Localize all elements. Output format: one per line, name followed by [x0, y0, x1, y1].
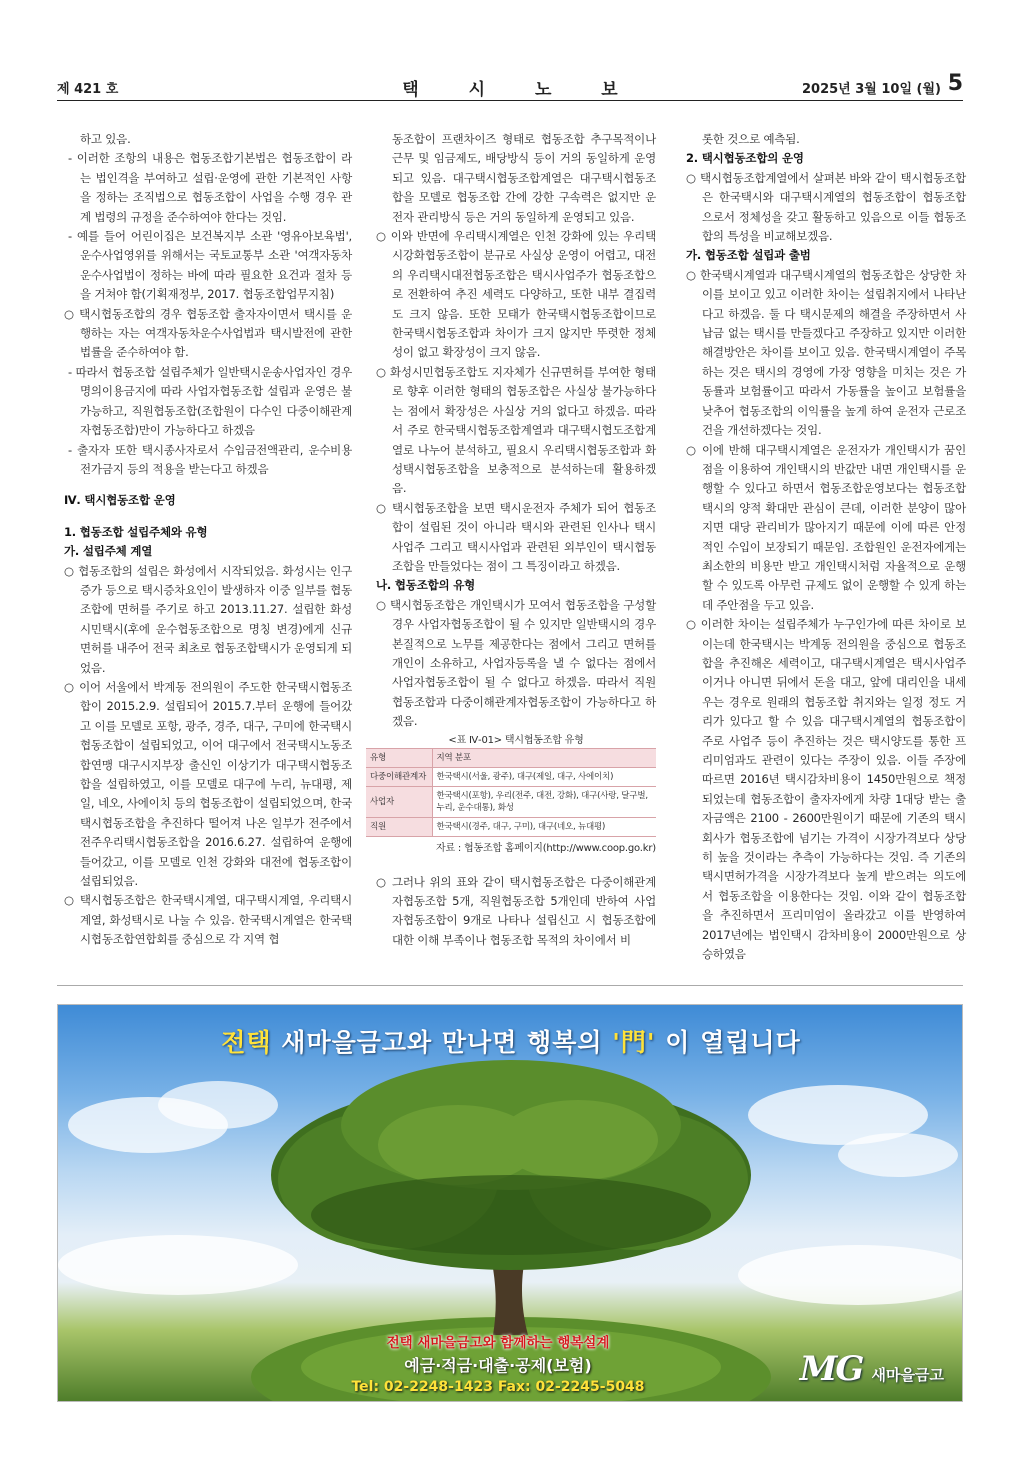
subsection-heading: 가. 협동조합 설립과 출범: [686, 248, 811, 263]
paragraph: ○ 이러한 차이는 설립주체가 누구인가에 따른 차이로 보이는데 한국택시는 박계동 전의원을 중심으로 협동조합을 추진해온 세력이고, 대구택시계열은 택시사업주이거나 아니면 뒤에서 돈을 대고, 앞에 대리인을 내세우는 경우로 원래의 협동조합 취지와는 일정 정도 거리가 있다고 할 수 있음 대구택시계열의 협동조합이 주로 사업주 등이 추진하는 것은 택시양도를 통한 프리미엄과도 관련이 있다는 주장이 있음. 이들 주장에 따르면 2016년 택시감차비용이 1450만원으로 책정되었는데 협동조합이 출자자에게 차량 1대당 받는 출자금액은 2100 - 2600만원이기 때문에 기존의 택시회사가 협동조합에 넘기는 가격이 시장가격보다 상당히 높을 것이라는 추측이 가능하다는 것임. 즉 기존의 택시면허가격을 시장가격보다 높게 받으려는 의도에서 협동조합을 이용한다는 것임. 이와 같이 협동조합을 추진하면서 프리미엄이 올라갔고 이를 반영하여 2017년에는 법인택시 감차비용이 2000만원으로 상승하였음: [686, 617, 966, 962]
ad-services: 예금·적금·대출·공제(보험): [404, 1356, 592, 1375]
paragraph: - 예를 들어 어린이집은 보건복지부 소관 '영유아보육법', 운수사업영위를 위해서는 국토교통부 소관 '여객자동차운수사업법이 정하는 바에 따라 필요한 요건과 절차 등을 거쳐야 함(기획재정부, 2017. 협동조합업무지침): [68, 229, 352, 302]
table-cell-type: 다중이해관계자: [366, 767, 432, 786]
paragraph: ○ 그러나 위의 표와 같이 택시협동조합은 다중이해관계자협동조합 5개, 직원협동조합 5개인데 반하여 사업자협동조합이 9개로 나타나 설립신고 시 협동조합에 대한 이해 부족이나 협동조합 목적의 차이에서 비: [376, 874, 656, 947]
paragraph: ○ 택시협동조합은 개인택시가 모여서 협동조합을 구성할 경우 사업자협동조합이 될 수 있지만 일반택시의 경우 본질적으로 노무를 제공한다는 점에서 그리고 면허를 개인이 소유하고, 사업자등록을 낼 수 없다는 점에서 사업자협동조합이 될 수 없다고 하겠음. 따라서 직원협동조합과 다중이해관계자협동조합이 가능하다고 하겠음.: [376, 597, 656, 729]
table-cell-type: 직원: [366, 817, 432, 836]
paragraph: ○ 한국택시계열과 대구택시계열의 협동조합은 상당한 차이를 보이고 있고 이러한 차이는 설립취지에서 나타난다고 하겠음. 둘 다 택시문제의 해결을 주장하면서 사납금 없는 택시를 만들겠다고 주장하고 있지만 이러한 해결방안은 차이를 보이고 있음. 한국택시계열이 주목하는 것은 택시의 경영에 가장 영향을 미치는 것은 가동률과 보험률이고 따라서 가동률을 높이고 보험률을 낮추어 협동조합의 이익률을 높게 하여 운전자 근로조건을 개선하겠다는 것임.: [686, 267, 966, 438]
table-row: [366, 817, 656, 836]
ad-contact: Tel: 02-2248-1423 Fax: 02-2245-5048: [351, 1379, 645, 1395]
table-header-cell: 유형: [366, 748, 432, 767]
article-column-1: [64, 130, 352, 950]
subsection-heading: 나. 협동조합의 유형: [376, 578, 476, 593]
subsection-heading: 가. 설립주체 계열: [64, 544, 153, 559]
header-divider: [57, 100, 963, 101]
paragraph: ○ 택시협동조합계열에서 살펴본 바와 같이 택시협동조합은 한국택시와 대구택시계열의 협동조합이 협동조합으로서 정체성을 갖고 활동하고 있음으로 이들 협동조합의 특성을 비교해보겠음.: [686, 170, 966, 244]
newspaper-title: 택 시 노 보: [402, 80, 640, 100]
article-column-3: [686, 130, 966, 964]
paragraph: ○ 택시협동조합은 한국택시계열, 대구택시계열, 우리택시계열, 화성택시로 나눌 수 있음. 한국택시계열은 한국택시협동조합연합회를 중심으로 각 지역 협: [64, 893, 352, 947]
mg-logo: [800, 1349, 944, 1389]
issue-date: 2025년 3월 10일 (월): [801, 82, 941, 97]
table-source: 자료 : 협동조합 홈페이지(http://www.coop.go.kr): [436, 842, 656, 854]
paragraph: - 출자자 또한 택시종사자로서 수입금전액관리, 운수비용전가금지 등의 적용을 받는다고 하겠음: [68, 442, 352, 476]
paragraph: - 따라서 협동조합 설립주체가 일반택시운송사업자인 경우 명의이용금지에 따라 사업자협동조합 설립과 운영은 불가능하고, 직원협동조합(조합원이 다수인 다중이해관계자협동조합)만이 가능하다고 하겠음: [68, 364, 352, 438]
saemaeul-advertisement: [57, 1004, 963, 1402]
section-heading: Ⅳ. 택시협동조합 운영: [64, 493, 176, 508]
ad-headline-brand: 전택: [221, 1028, 272, 1057]
ad-headline: [58, 1023, 963, 1059]
table-header-row: [366, 748, 656, 767]
cooperative-type-table: [366, 748, 656, 837]
paragraph: 롯한 것으로 예측됨.: [702, 132, 800, 146]
mg-logo-mark: MG: [799, 1349, 863, 1389]
ad-headline-end: 이 열립니다: [665, 1028, 801, 1057]
paragraph: ○ 택시협동조합을 보면 택시운전자 주체가 되어 협동조합이 설립된 것이 아니라 택시와 관련된 인사나 택시사업주 그리고 택시사업과 관련된 외부인이 택시협동조합을 만들었다는 점이 그 특징이라고 하겠음.: [376, 500, 656, 573]
table-header-cell: 지역 분포: [432, 748, 656, 767]
paragraph: ○ 화성시민협동조합도 지자체가 신규면허를 부여한 형태로 향후 이러한 형태의 협동조합은 사실상 불가능하다는 점에서 확장성은 사실상 거의 없다고 하겠음. 따라서 주로 한국택시협동조합계열과 대구택시협도조합계열로 나누어 분석하고, 필요시 우리택시협동조합과 화성택시협동조합을 보충적으로 분석하는데 활용하겠음.: [376, 364, 656, 496]
table-cell-regions: 한국택시(포항), 우리(전주, 대전, 강화), 대구(사랑, 달구벌, 누리, 운수대통), 화성: [432, 786, 656, 817]
subsection-heading: 1. 협동조합 설립주체와 유형: [64, 524, 208, 539]
ad-headline-text: 새마을금고와 만나면 행복의: [281, 1028, 603, 1057]
table-cell-regions: 한국택시(서울, 광주), 대구(제일, 대구, 사에이치): [432, 767, 656, 786]
paragraph: ○ 협동조합의 설립은 화성에서 시작되었음. 화성시는 인구증가 등으로 택시증차요인이 발생하자 이중 일부를 협동조합에 면허를 주기로 하고 2013.11.27. 설립한 화성시민택시(후에 운수협동조합으로 명칭 변경)에게 신규면허를 내주어 전국 최초로 협동조합택시가 운영되게 되었음.: [64, 563, 352, 675]
paragraph: - 이러한 조항의 내용은 협동조합기본법은 협동조합이 라는 법인격을 부여하고 설립·운영에 관한 기본적인 사항을 정하는 조직법으로 협동조합이 사업을 수행 경우 관계 법령의 규정을 준수하여야 한다는 것임.: [68, 151, 352, 224]
subsection-heading: 2. 택시협동조합의 운영: [686, 151, 804, 166]
paragraph: ○ 이에 반해 대구택시계열은 운전자가 개인택시가 꿈인 점을 이용하여 개인택시의 반값만 내면 개인택시를 운행할 수 있다고 하면서 협동조합운영보다는 협동조합택시의 양적 확대만 관심이 큰데, 이러한 분양이 많아지면 대당 관리비가 많아지기 때문에 이에 따른 안정적인 수입이 보장되기 때문임. 조합원인 운전자에게는 최소한의 비용만 받고 개인택시처럼 자율적으로 운행할 수 있도록 아무런 규제도 없이 운행할 수 있게 하는 데 주안점을 두고 있음.: [686, 442, 966, 612]
table-cell-type: 사업자: [366, 786, 432, 817]
table-row: [366, 767, 656, 786]
ad-slogan: 전택 새마을금고와 함께하는 행복설계: [386, 1335, 610, 1351]
paragraph: 하고 있음.: [80, 132, 131, 146]
issue-number: 제 421 호: [57, 82, 119, 97]
paragraph: ○ 이와 반면에 우리택시계열은 인천 강화에 있는 우리택시강화협동조합이 분규로 사실상 운영이 어렵고, 대전의 우리택시대전협동조합은 택시사업주가 협동조합으로 전환하여 추진 세력도 다양하고, 또한 내부 결집력도 크지 않음. 또한 모태가 한국택시협동조합이므로 한국택시협동조합과 차이가 크지 않지만 뚜렷한 정체성이 없고 확장성이 크지 않음.: [376, 229, 656, 360]
table-row: [366, 786, 656, 817]
advertisement-divider: [57, 985, 963, 986]
paragraph: ○ 이어 서울에서 박계동 전의원이 주도한 한국택시협동조합이 2015.2.9. 설립되어 2015.7.부터 운행에 들어갔고 이를 모델로 포항, 광주, 경주, 대구, 구미에 한국택시협동조합이 설립되었고, 이어 대구에서 전국택시노동조합연맹 대구시지부장 출신인 이상기가 대구택시협동조합을 설립하였고, 이를 모델로 대구에 누리, 뉴대평, 제일, 네오, 사에이치 등의 협동조합이 설립되었으며, 한국택시협동조합을 추진하다 떨어져 나온 일부가 전주에서 전주우리택시협동조합을 2016.6.27. 설립하여 운행에 들어갔고, 이를 모델로 인천 강화와 대전에 협동조합이 설립되었음.: [64, 679, 352, 889]
ad-headline-door-char: '門': [612, 1028, 656, 1057]
table-cell-regions: 한국택시(경주, 대구, 구미), 대구(네오, 뉴대평): [432, 817, 656, 836]
paragraph: 동조합이 프랜차이즈 형태로 협동조합 추구목적이나 근무 및 임금제도, 배당방식 등이 거의 동일하게 운영되고 있음. 대구택시협동조합계열은 대구택시협동조합을 모델로 협동조합 간에 강한 구속력은 없지만 운전자 관리방식 등은 거의 동일하게 운영되고 있음.: [392, 132, 656, 224]
mg-logo-name: 새마을금고: [871, 1366, 944, 1384]
page-number: 5: [947, 71, 963, 96]
table-caption: <표 Ⅳ-01> 택시협동조합 유형: [448, 734, 584, 746]
article-column-2: [370, 130, 656, 950]
page-header: [57, 71, 963, 100]
paragraph: ○ 택시협동조합의 경우 협동조합 출자자이면서 택시를 운행하는 자는 여객자동차운수사업법과 택시발전에 관한 법률을 준수하여야 함.: [64, 306, 352, 360]
